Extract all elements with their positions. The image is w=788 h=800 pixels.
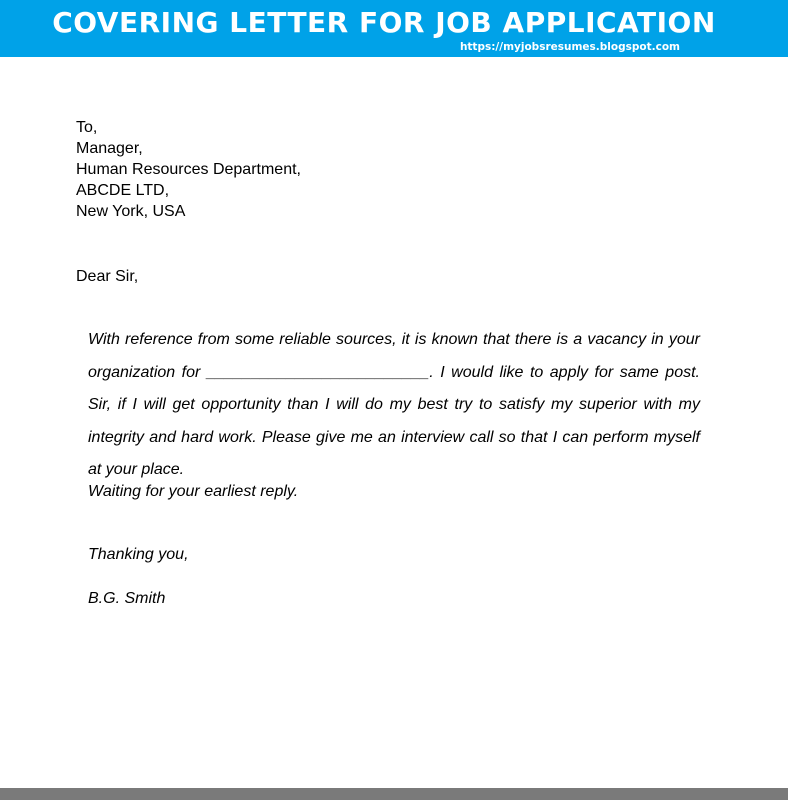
address-line: ABCDE LTD, <box>76 182 170 199</box>
address-line: New York, USA <box>76 203 186 220</box>
recipient-address <box>76 117 301 222</box>
header-banner <box>0 0 788 57</box>
footer-bar <box>0 788 788 800</box>
address-line: Manager, <box>76 140 143 157</box>
site-url: https://myjobsresumes.blogspot.com <box>459 41 680 53</box>
page-title: COVERING LETTER FOR JOB APPLICATION <box>52 6 716 39</box>
salutation: Dear Sir, <box>76 268 139 285</box>
letter-body: With reference from some reliable sources, it is known that there is a vacancy in your organization for _________________________. I would like to apply for same post. Sir, if I will get opportunity than I will do my best try to satisfy my superior with my integrity and hard work. Please give me an interview call so that I can perform myself at your place. <box>88 331 700 478</box>
signature: B.G. Smith <box>88 590 166 607</box>
closing-line: Waiting for your earliest reply. <box>88 483 299 500</box>
thanks-line: Thanking you, <box>88 546 189 563</box>
address-line: Human Resources Department, <box>76 161 301 178</box>
address-line: To, <box>76 119 98 136</box>
